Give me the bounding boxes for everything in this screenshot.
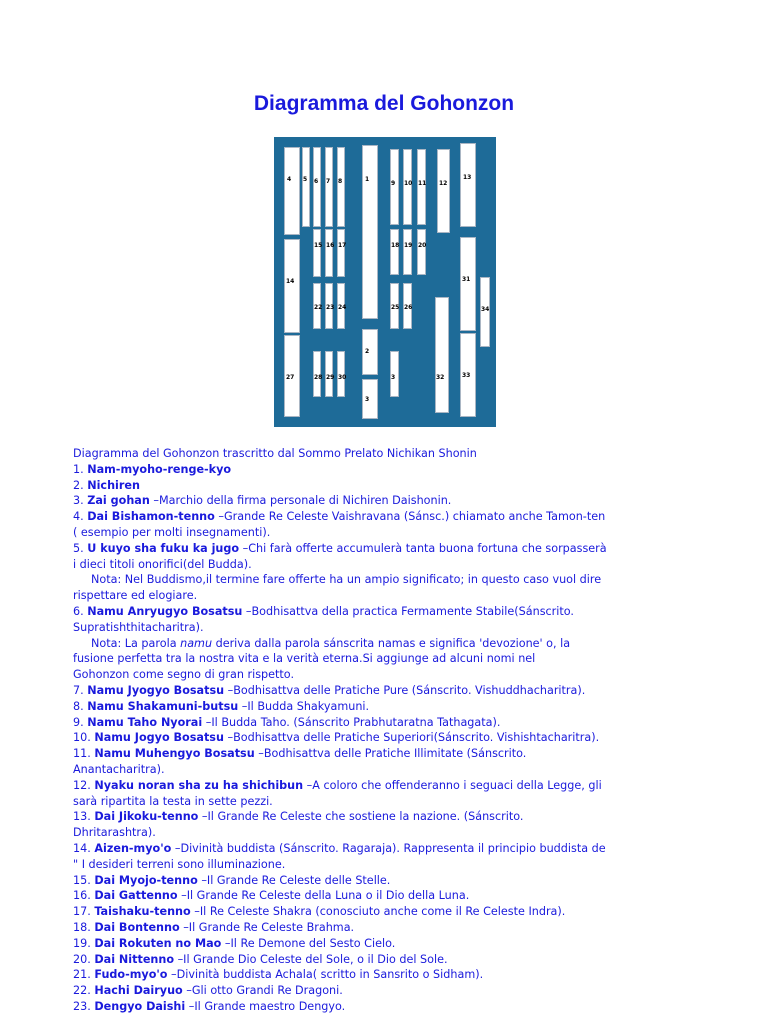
page-title: Diagramma del Gohonzon — [253, 92, 515, 115]
diagram-block — [403, 229, 412, 275]
diagram-block — [435, 297, 449, 413]
diagram-block — [417, 229, 426, 275]
item-description: Nota: La parola — [91, 636, 181, 650]
legend-line — [73, 446, 713, 462]
legend-line — [73, 699, 713, 715]
item-number: 8. — [73, 699, 88, 713]
item-name: Taishaku-tenno — [94, 905, 191, 919]
item-description: Supratishthitacharitra). — [73, 620, 204, 634]
diagram-number: 16 — [326, 242, 335, 249]
legend-line — [73, 794, 713, 810]
diagram-block — [325, 147, 333, 227]
legend-text — [73, 446, 713, 1015]
diagram-block — [460, 143, 476, 227]
emphasis-word: namu — [180, 636, 213, 650]
diagram-number: 13 — [463, 174, 472, 181]
legend-line — [73, 715, 713, 731]
item-description: –Divinità buddista (Sánscrito. Ragaraja). Rappresenta il principio buddista de — [171, 841, 606, 855]
diagram-block — [390, 229, 399, 275]
item-number: 10. — [73, 731, 95, 745]
item-name: Namu Jyogyo Bosatsu — [87, 683, 225, 697]
diagram-number: 4 — [287, 176, 292, 183]
legend-line — [73, 478, 713, 494]
legend-line — [73, 588, 713, 604]
item-name: Dai Bishamon-tenno — [87, 510, 215, 524]
item-name: Namu Shakamuni-butsu — [87, 699, 239, 713]
item-number: 2. — [73, 478, 88, 492]
legend-line — [73, 620, 713, 636]
item-number: 7. — [73, 683, 88, 697]
item-name: U kuyo sha fuku ka jugo — [87, 541, 240, 555]
item-name: Nam-myoho-renge-kyo — [87, 462, 232, 476]
item-description: i dieci titoli onorifici(del Budda). — [73, 557, 252, 571]
diagram-number: 3 — [391, 374, 396, 381]
item-number: 11. — [73, 747, 95, 761]
item-description: –Il Re Demone del Sesto Cielo. — [221, 936, 396, 950]
legend-line — [73, 825, 713, 841]
diagram-block — [403, 149, 412, 225]
diagram-number: 19 — [404, 242, 413, 249]
diagram-block — [325, 229, 333, 277]
item-description: –Il Grande Re Celeste delle Stelle. — [197, 873, 391, 887]
item-number: 17. — [73, 905, 95, 919]
item-description: Gohonzon come segno di gran rispetto. — [73, 668, 295, 682]
item-name: Zai gohan — [87, 494, 150, 508]
diagram-number: 28 — [314, 374, 323, 381]
legend-line — [73, 888, 713, 904]
diagram-number: 25 — [391, 304, 400, 311]
diagram-number: 32 — [436, 374, 445, 381]
legend-line — [73, 604, 713, 620]
item-description: Anantacharitra). — [73, 762, 165, 776]
diagram-block — [302, 147, 310, 227]
diagram-number: 31 — [462, 276, 471, 283]
item-number: 23. — [73, 999, 95, 1013]
item-description: rispettare ed elogiare. — [73, 589, 198, 603]
diagram-number: 17 — [338, 242, 347, 249]
diagram-number: 15 — [314, 242, 323, 249]
item-description: –Bodhisattva delle Pratiche Superiori(Sánscrito. Vishishtacharitra). — [223, 731, 600, 745]
diagram-number: 2 — [365, 348, 370, 355]
item-description: –Marchio della firma personale di Nichiren Daishonin. — [149, 494, 452, 508]
gohonzon-diagram — [274, 137, 496, 427]
legend-line — [73, 572, 713, 588]
diagram-number: 10 — [404, 180, 413, 187]
item-name: Dai Myojo-tenno — [94, 873, 198, 887]
legend-line — [73, 651, 713, 667]
legend-line — [73, 730, 713, 746]
item-name: Dengyo Daishi — [94, 999, 186, 1013]
diagram-block — [362, 145, 378, 319]
legend-line — [73, 873, 713, 889]
diagram-number: 5 — [303, 176, 308, 183]
diagram-number: 23 — [326, 304, 335, 311]
item-number: 14. — [73, 841, 95, 855]
item-description: " I desideri terreni sono illuminazione. — [73, 857, 286, 871]
item-description: ( esempio per molti insegnamenti). — [73, 525, 271, 539]
item-number: 6. — [73, 604, 88, 618]
diagram-number: 1 — [365, 176, 370, 183]
item-description: Dhritarashtra). — [73, 826, 156, 840]
item-description: –Il Grande Dio Celeste del Sole, o il Dio del Sole. — [174, 952, 448, 966]
diagram-number: 26 — [404, 304, 413, 311]
legend-line — [73, 636, 713, 652]
item-description: –Chi farà offerte accumulerà tanta buona fortuna che sorpasserà — [239, 541, 607, 555]
legend-line — [73, 967, 713, 983]
diagram-number: 14 — [286, 278, 295, 285]
legend-line — [73, 857, 713, 873]
item-number: 19. — [73, 936, 95, 950]
item-description: –Bodhisattva delle Pratiche Illimitate (Sánscrito. — [254, 747, 527, 761]
diagram-number: 33 — [462, 372, 471, 379]
legend-line — [73, 762, 713, 778]
item-number: 15. — [73, 873, 95, 887]
item-number: 13. — [73, 810, 95, 824]
item-number: 21. — [73, 968, 95, 982]
item-name: Namu Muhengyo Bosatsu — [94, 747, 255, 761]
item-description: –Gli otto Grandi Re Dragoni. — [182, 984, 343, 998]
legend-line — [73, 541, 713, 557]
item-name: Nyaku noran sha zu ha shichibun — [94, 778, 304, 792]
legend-line — [73, 683, 713, 699]
legend-line — [73, 509, 713, 525]
diagram-block — [313, 147, 321, 227]
diagram-number: 24 — [338, 304, 347, 311]
item-number: 5. — [73, 541, 88, 555]
diagram-block — [284, 147, 300, 235]
item-description: –Bodhisattva delle Pratiche Pure (Sánscrito. Vishuddhacharitra). — [224, 683, 586, 697]
diagram-number: 22 — [314, 304, 323, 311]
item-description: –Il Grande Re Celeste che sostiene la nazione. (Sánscrito. — [198, 810, 524, 824]
item-number: 3. — [73, 494, 88, 508]
legend-line — [73, 983, 713, 999]
item-description-cont: deriva dalla parola sánscrita namas e significa 'devozione' o, la — [212, 636, 571, 650]
item-name: Dai Jikoku-tenno — [94, 810, 199, 824]
diagram-block — [313, 229, 321, 277]
diagram-block — [390, 149, 399, 225]
legend-line — [73, 809, 713, 825]
legend-line — [73, 952, 713, 968]
diagram-block — [337, 147, 345, 227]
legend-line — [73, 778, 713, 794]
item-name: Nichiren — [87, 478, 140, 492]
item-name: Fudo-myo'o — [94, 968, 168, 982]
diagram-block — [417, 149, 426, 225]
legend-line — [73, 525, 713, 541]
item-name: Dai Nittenno — [94, 952, 175, 966]
item-name: Dai Bontenno — [94, 920, 180, 934]
diagram-number: 7 — [326, 178, 331, 185]
diagram-number: 30 — [338, 374, 347, 381]
item-description: –Grande Re Celeste Vaishravana (Sánsc.) chiamato anche Tamon-ten — [214, 510, 606, 524]
item-number: 9. — [73, 715, 88, 729]
item-number: 18. — [73, 920, 95, 934]
diagram-number: 11 — [418, 180, 427, 187]
item-description: Nota: Nel Buddismo,il termine fare offerte ha un ampio significato; in questo caso vuol dire — [91, 573, 602, 587]
legend-line — [73, 936, 713, 952]
legend-line — [73, 920, 713, 936]
item-name: Hachi Dairyuo — [94, 984, 183, 998]
diagram-number: 20 — [418, 242, 427, 249]
diagram-number: 6 — [314, 178, 319, 185]
item-description: –A coloro che offenderanno i seguaci della Legge, gli — [303, 778, 602, 792]
diagram-number: 9 — [391, 180, 396, 187]
legend-line — [73, 841, 713, 857]
legend-line — [73, 667, 713, 683]
diagram-number: 12 — [439, 180, 448, 187]
diagram-number: 29 — [326, 374, 335, 381]
item-name: Namu Taho Nyorai — [87, 715, 203, 729]
legend-line — [73, 493, 713, 509]
legend-line — [73, 557, 713, 573]
legend-line — [73, 999, 713, 1015]
item-description: fusione perfetta tra la nostra vita e la verità eterna.Si aggiunge ad alcuni nomi nel — [73, 652, 536, 666]
item-description: –Il Grande maestro Dengyo. — [185, 999, 346, 1013]
item-number: 4. — [73, 510, 88, 524]
item-number: 16. — [73, 889, 95, 903]
item-description: Diagramma del Gohonzon trascritto dal Sommo Prelato Nichikan Shonin — [73, 447, 477, 460]
diagram-block — [337, 229, 345, 277]
diagram-number: 18 — [391, 242, 400, 249]
item-description: –Bodhisattva della practica Fermamente Stabile(Sánscrito. — [242, 604, 574, 618]
item-name: Aizen-myo'o — [94, 841, 172, 855]
item-description: –Il Grande Re Celeste Brahma. — [179, 920, 355, 934]
item-number: 20. — [73, 952, 95, 966]
item-name: Dai Rokuten no Mao — [94, 936, 222, 950]
diagram-block — [284, 239, 300, 333]
item-name: Namu Jogyo Bosatsu — [94, 731, 224, 745]
item-number: 1. — [73, 462, 88, 476]
item-description: –Il Budda Taho. (Sánscrito Prabhutaratna Tathagata). — [202, 715, 501, 729]
item-number: 12. — [73, 778, 95, 792]
item-description: –Il Budda Shakyamuni. — [238, 699, 370, 713]
legend-line — [73, 462, 713, 478]
diagram-block — [460, 237, 476, 331]
item-description: –Il Grande Re Celeste della Luna o il Dio della Luna. — [177, 889, 470, 903]
item-description: –Divinità buddista Achala( scritto in Sansrito o Sidham). — [167, 968, 484, 982]
diagram-number: 27 — [286, 374, 295, 381]
item-name: Namu Anryugyo Bosatsu — [87, 604, 243, 618]
diagram-number: 8 — [338, 178, 343, 185]
legend-line — [73, 904, 713, 920]
item-name: Dai Gattenno — [94, 889, 178, 903]
item-number: 22. — [73, 984, 95, 998]
item-description: –Il Re Celeste Shakra (conosciuto anche come il Re Celeste Indra). — [190, 905, 566, 919]
item-description: sarà ripartita la testa in sette pezzi. — [73, 794, 273, 808]
diagram-number: 34 — [481, 306, 490, 313]
diagram-number: 3 — [365, 396, 370, 403]
diagram-block — [437, 149, 450, 233]
legend-line — [73, 746, 713, 762]
